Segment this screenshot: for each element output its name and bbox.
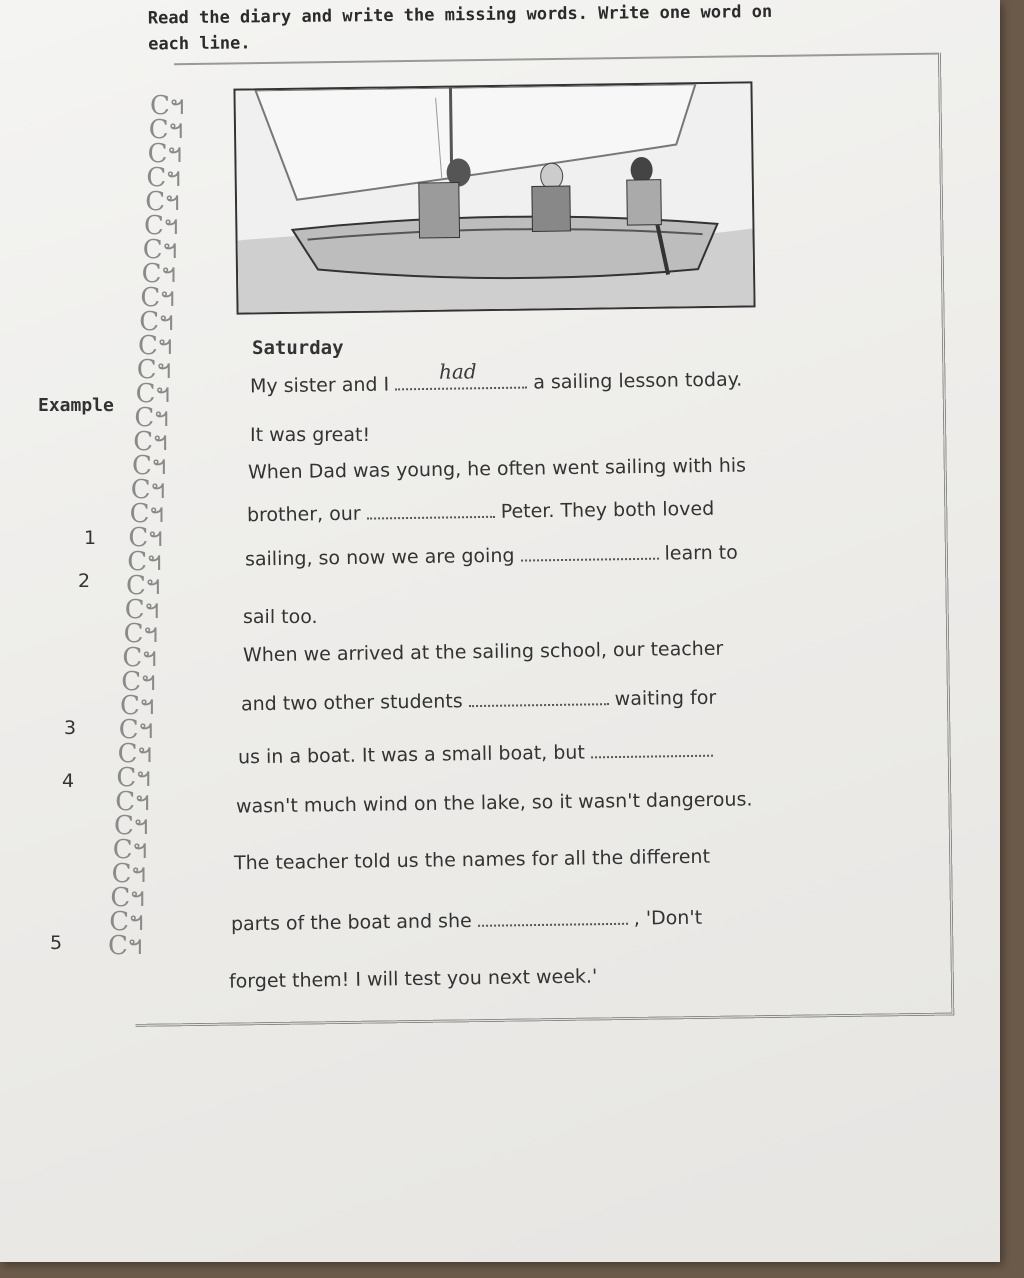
line-text: and two other students — [240, 690, 463, 716]
spiral-ring-icon: Cฯ — [129, 499, 165, 529]
diary-line-3: When Dad was young, he often went sailing with his — [247, 454, 747, 484]
question-number-2: 2 — [78, 570, 91, 592]
spiral-ring-icon: Cฯ — [126, 571, 161, 601]
line-text: learn to — [664, 541, 738, 565]
diary-line-13: forget them! I will test you next week.' — [228, 965, 598, 993]
example-label: Example — [38, 395, 114, 416]
answer-blank-3[interactable] — [469, 689, 609, 707]
answer-blank-1[interactable] — [367, 502, 495, 520]
spiral-ring-icon: Cฯ — [117, 739, 153, 769]
line-text: a sailing lesson today. — [533, 368, 743, 394]
spiral-ring-icon: Cฯ — [115, 787, 150, 817]
diary-line-11: The teacher told us the names for all the different — [233, 845, 711, 875]
spiral-ring-icon: Cฯ — [123, 619, 159, 649]
spiral-ring-icon: Cฯ — [145, 187, 180, 217]
spiral-ring-icon: Cฯ — [121, 667, 156, 697]
spiral-ring-icon: Cฯ — [111, 859, 147, 889]
spiral-ring-icon: Cฯ — [112, 835, 148, 865]
spiral-ring-icon: Cฯ — [116, 763, 151, 793]
spiral-ring-icon: Cฯ — [120, 691, 155, 721]
line-text: parts of the boat and she — [230, 909, 472, 936]
answer-blank-4[interactable] — [591, 741, 713, 759]
spiral-ring-icon: Cฯ — [140, 283, 175, 313]
example-answer-blank — [395, 359, 527, 391]
sailing-boat-picture — [233, 81, 755, 314]
spiral-ring-icon: Cฯ — [133, 427, 168, 457]
answer-blank-5[interactable] — [478, 909, 628, 927]
spiral-ring-icon: Cฯ — [136, 355, 172, 385]
spiral-ring-icon: Cฯ — [141, 259, 177, 289]
question-number-5: 5 — [50, 932, 63, 954]
line-text: brother, our — [246, 502, 361, 527]
diary-line-6: sail too. — [243, 606, 318, 628]
example-answer: had — [438, 359, 477, 384]
spiral-ring-icon: Cฯ — [108, 931, 143, 961]
line-text: us in a boat. It was a small boat, but — [237, 741, 585, 769]
diary-line-2: It was great! — [250, 424, 371, 446]
spiral-ring-icon: Cฯ — [150, 91, 185, 121]
spiral-ring-icon: Cฯ — [114, 811, 149, 841]
spiral-ring-icon: Cฯ — [134, 403, 169, 433]
spiral-ring-icon: Cฯ — [146, 163, 181, 193]
spiral-ring-icon: Cฯ — [128, 523, 163, 553]
instructions-text: Read the diary and write the missing words. Write one word on each line. — [147, 1, 773, 55]
diary-line-10: wasn't much wind on the lake, so it wasn't dangerous. — [235, 788, 753, 818]
spiral-ring-icon: Cฯ — [110, 883, 145, 913]
line-text: Peter. They both loved — [500, 497, 715, 523]
line-text: waiting for — [614, 686, 717, 711]
spiral-ring-icon: Cฯ — [135, 379, 171, 409]
question-number-4: 4 — [62, 770, 75, 792]
diary-line-7: When we arrived at the sailing school, our teacher — [242, 637, 724, 667]
spiral-ring-icon: Cฯ — [139, 307, 174, 337]
line-text: sailing, so now we are going — [244, 544, 515, 571]
diary-title: Saturday — [252, 337, 344, 359]
line-text: , 'Don't — [633, 906, 703, 930]
spiral-ring-icon: Cฯ — [138, 331, 173, 361]
spiral-ring-icon: Cฯ — [118, 715, 154, 745]
spiral-ring-icon: Cฯ — [130, 475, 166, 505]
spiral-ring-icon: Cฯ — [144, 211, 179, 241]
spiral-ring-icon: Cฯ — [142, 235, 178, 265]
spiral-ring-icon: Cฯ — [109, 907, 144, 937]
line-text: My sister and I — [249, 373, 390, 398]
spiral-ring-icon: Cฯ — [122, 643, 157, 673]
spiral-ring-icon: Cฯ — [124, 595, 160, 625]
spiral-ring-icon: Cฯ — [132, 451, 167, 481]
spiral-ring-icon: Cฯ — [127, 547, 162, 577]
spiral-ring-icon: Cฯ — [147, 139, 183, 169]
question-number-3: 3 — [64, 717, 77, 739]
answer-blank-2[interactable] — [520, 544, 658, 562]
sailing-boat-illustration — [235, 83, 753, 312]
question-number-1: 1 — [84, 527, 97, 549]
spiral-ring-icon: Cฯ — [148, 115, 184, 145]
